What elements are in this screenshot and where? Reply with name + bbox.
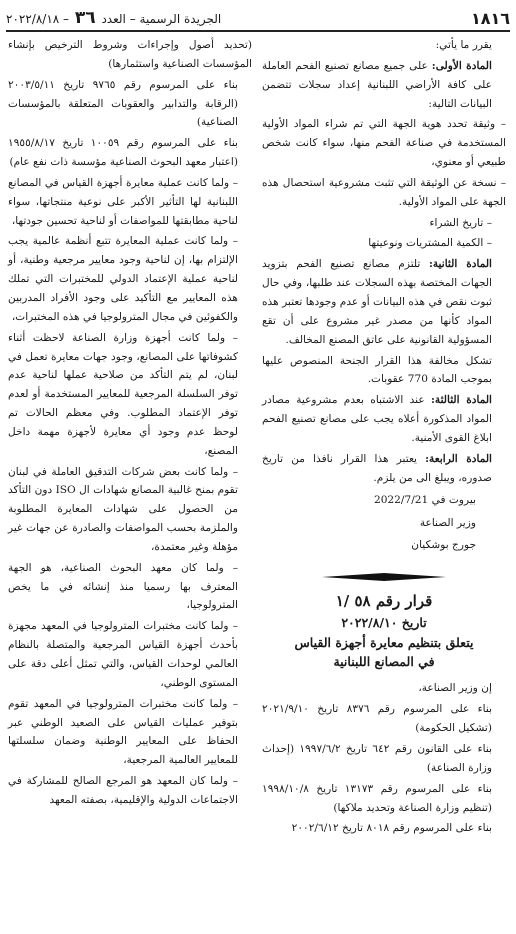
paragraph: – ولما كانت عملية المعايرة تتبع أنظمة عالمية يجب الإلتزام بها، إن لناحية وجود معايير مرجعية وطنية، أو لناحية عملية الإعتماد الدولي للمختبرات التي تملك هذه المعايير مع التأكيد على وجود الأفراد المدربين والكفوئين في مجال المترولوجيا في هذه المختبرات، [8,235,238,323]
paragraph: – ولما كانت أجهزة وزارة الصناعة لاحظت أثناء كشوفاتها على المصانع، وجود جهات معايرة تعمل في لبنان، لم يتم التأكد من صلاحية عملها لناحية عدم توفر السلسلة المرجعية للمعايير المستخدمة أو لعدم توفر الإعتماد المطلوب. وفي معظم الحالات تم لوحظ عدم وجود أي معايرة لأجهزة مهمة داخل المصنع، [8,331,238,457]
legal-basis: بناء على المرسوم رقم ١٣١٧٣ تاريخ ١٩٩٨/١٠/٨ (تنظيم وزارة الصناعة وتحديد ملاكها) [262,782,492,814]
section-divider [262,570,506,580]
list-item: – وثيقة تحدد هوية الجهة التي تم شراء المواد الأولية المستخدمة في صناعة الفحم منها، سواء كانت شخص طبيعي أو معنوي، [262,118,506,169]
header-rule [6,30,510,32]
divider-ornament-icon [262,572,506,582]
legal-basis: بناء على المرسوم رقم ٨٣٧٦ تاريخ ٢٠٢١/٩/١٠ (تشكيل الحكومة) [262,703,492,735]
decree-number: قرار رقم ٥٨ /١ [335,592,433,611]
decree-date: تاريخ ٢٠٢٢/٨/١٠ [341,615,427,631]
page-number: ١٨١٦ [470,9,510,28]
article-4-text: يعتبر هذا القرار نافذا من تاريخ صدوره، ويبلغ الى من يلزم. [262,452,492,484]
article-3 [262,391,506,448]
article-3-text: عند الاشتباه بعدم مشروعية مصادر المواد المذكورة أعلاه يجب على مصانع تصنيع الفحم ابلاغ القوى الأمنية. [262,394,492,444]
left-column [8,36,252,812]
article-2 [262,255,506,349]
article-2-text: تلتزم مصانع تصنيع الفحم بتزويد الجهات المختصة بهذه السجلات عند طلبها، وفي حال ثبوت نقص في هذه البيانات أو عدم وجودها تعتبر هذه المواد كأنها من مصدر غير مشروع على أن تقع المسؤولية القانونية على عاتق المصنع المخالف. [262,258,492,346]
paragraph: – ولما كانت بعض شركات التدقيق العاملة في لبنان تقوم بمنح غالبية المصانع شهادات ال ISO دون التأكد من الحصول على شهادات المعايرة المطلوبة والملزمة بحسب المواصفات والصادرة عن جهات غير مؤهلة وغير معتمدة، [8,465,238,553]
penalty-clause: تشكل مخالفة هذا القرار الجنحة المنصوص عليها بموجب المادة 770 عقوبات. [262,354,492,386]
issue-date: – ٢٠٢٢/٨/١٨ [6,12,70,26]
paragraph: – ولما كان معهد البحوث الصناعية، هو الجهة المعترف بها رسميا منذ إنشائه في ما يخص المترولوجيا، [8,561,238,612]
paragraph: – ولما كان المعهد هو المرجع الصالح للمشاركة في الاجتماعات الدولية والإقليمية، بصفته المعهد [8,775,238,806]
article-4-label: المادة الرابعة: [425,452,492,465]
decree-heading [262,590,506,671]
article-1-text: على جميع مصانع تصنيع الفحم العاملة على كافة الأراضي اللبنانية إعداد سجلات تتضمن البيانات التالية: [262,59,492,110]
legal-basis: بناء على المرسوم رقم ٨٠١٨ تاريخ ٢٠٠٢/٦/١٢ [291,822,492,835]
journal-info [6,8,221,28]
page-header [6,6,510,28]
legal-basis: بناء على القانون رقم ٦٤٢ تاريخ ١٩٩٧/٦/٢ (إحداث وزارة الصناعة) [262,743,492,774]
right-column [262,36,506,840]
article-2-label: المادة الثانية: [428,258,492,271]
list-item: – نسخة عن الوثيقة التي تثبت مشروعية استحصال هذه الجهة على المواد الأولية. [262,176,506,208]
article-1-label: المادة الأولى: [431,59,492,72]
article-4 [262,450,506,488]
opening-line: يقرر ما يأتي: [435,39,492,51]
article-3-label: المادة الثالثة: [430,394,493,407]
list-item: – تاريخ الشراء [429,216,492,229]
decree-subject-line-2: في المصانع اللبنانية [333,654,435,670]
signature-name: جورج بوشكيان [411,538,476,551]
article-1 [262,57,506,114]
minister-line: إن وزير الصناعة، [418,682,492,695]
signature-title: وزير الصناعة [419,516,476,529]
signature-block [262,489,506,556]
decree-subject-line-1: يتعلق بتنظيم معايرة أجهزة القياس [294,634,474,650]
paragraph: بناء على المرسوم رقم ١٠٠٥٩ تاريخ ١٩٥٥/٨/١٧ (اعتبار معهد البحوث الصناعية مؤسسة ذات نفع عام) [8,137,238,169]
issue-number: ٣٦ [74,8,96,28]
paragraph: – ولما كانت مختبرات المترولوجيا في المعهد تقوم بتوفير عمليات القياس على الصعيد الوطني عبر الحفاظ على المعايير الوطنية وضمان سلسلتها للمعايير العالمية المرجعية، [8,697,238,767]
paragraph: (تحديد أصول وإجراءات وشروط الترخيص بإنشاء المؤسسات الصناعية واستثمارها) [8,39,252,70]
paragraph: – ولما كانت عملية معايرة أجهزة القياس في المصانع اللبنانية لها التأثير الأكبر على نوعية منتجاتها، سواء لناحية مطابقتها للمواصفات أو لناحية تحسين جودتها، [8,176,238,227]
paragraph: بناء على المرسوم رقم ٩٧٦٥ تاريخ ٢٠٠٣/٥/١١ (الرقابة والتدابير والعقوبات المتعلقة بالمؤسسات الصناعية) [8,78,238,129]
list-item: – الكمية المشتريات ونوعيتها [368,237,492,250]
paragraph: – ولما كانت مختبرات المترولوجيا في المعهد مجهزة بأحدث أجهزة القياس المرجعية والمتصلة بالنظام العالمي لوحدات القياس، والتي تمثل أعلى دقة على المستوى الوطني، [8,620,238,689]
signature-place-date: بيروت في 2022/7/21 [373,494,476,507]
journal-title: الجريدة الرسمية – العدد [101,12,222,26]
